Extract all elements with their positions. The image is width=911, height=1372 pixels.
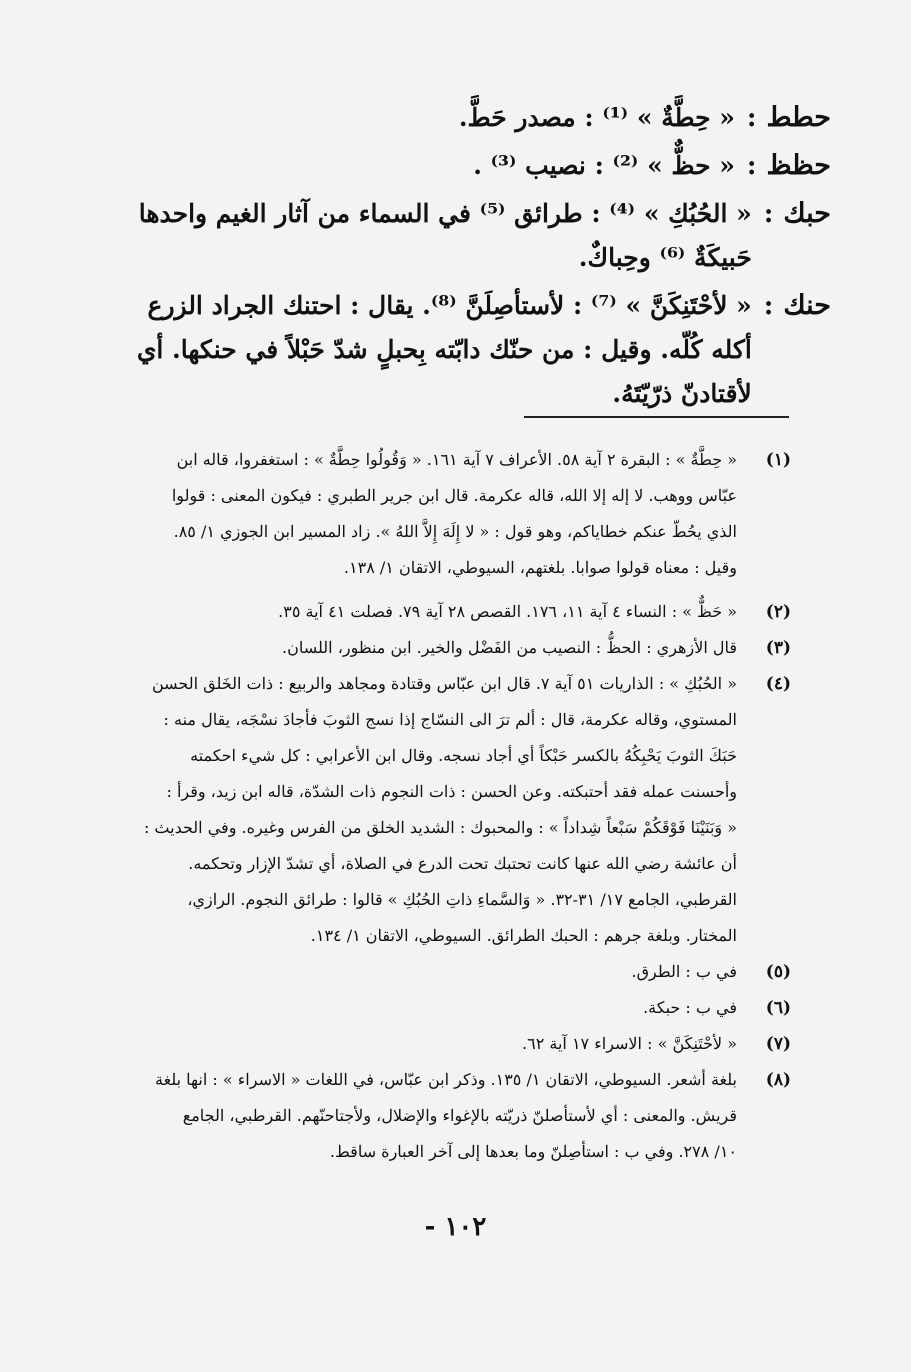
footnote-text: [96, 1026, 737, 1062]
footnote-1: [96, 442, 791, 586]
footnote-text: [96, 990, 737, 1026]
entry-definition: [121, 144, 735, 188]
definition-line: أكله كُلّه. وقيل : من حنّك دابّته بِحبلٍ شدّ حَبْلاً في حنكها. أي: [136, 335, 752, 364]
entry-colon: :: [763, 291, 774, 321]
footnote-number: (٨): [765, 1070, 791, 1090]
footnote-line: بلغة أشعر. السيوطي، الاتقان ١/ ١٣٥. وذكر ابن عبّاس، في اللغات « الاسراء » : انها بلغة: [155, 1070, 737, 1089]
entry-term: حبك: [783, 198, 831, 229]
footnote-4: [96, 666, 791, 954]
footnote-5: [96, 954, 791, 990]
definition-line: « حظٌّ » ⁽²⁾ : نصيب ⁽³⁾ .: [473, 151, 735, 180]
footnote-text: [96, 666, 737, 954]
footnote-line: الذي يحُطّ عنكم خطاياكم، وهو قول : « لا إِلَهَ إِلاَّ اللهُ ». زاد المسير ابن الجوزي ١/ ٨٥.: [173, 522, 737, 541]
footnote-7: [96, 1026, 791, 1062]
footnote-line: المختار. وبلغة جرهم : الحبك الطرائق. السيوطي، الاتقان ١/ ١٣٤.: [310, 926, 737, 945]
footnote-line: وقيل : معناه قولوا صوابا. بلغتهم، السيوطي، الاتقان ١/ ١٣٨.: [343, 558, 737, 577]
entry-hzz: [121, 144, 831, 188]
definition-line: « الحُبُكِ » ⁽⁴⁾ : طرائق ⁽⁵⁾ في السماء من آثار الغيم واحدها: [138, 199, 752, 228]
footnote-line: المستوي، وقاله عكرمة، قال : ألم ترَ الى النسّاج إذا نسج الثوبَ فأجادَ نسْجَه، يقال منه :: [163, 710, 737, 729]
footnotes: [96, 442, 791, 1170]
footnote-line: في ب : الطرق.: [631, 962, 737, 981]
definition-line: « حِطَّةٌ » ⁽¹⁾ : مصدر حَطَّ.: [458, 103, 735, 132]
footnote-line: حَبَكَ الثوبَ يَحْبِكُهُ بالكسر حَبْكاً أي أجاد نسجه. وقال ابن الأعرابي : كل شيء احكمته: [190, 746, 737, 765]
glossary-entries: [121, 96, 831, 420]
footnote-separator: [524, 416, 789, 418]
footnote-line: « وَبَنَيْنَا فَوْقَكُمْ سَبْعاً شِداداً » : والمحبوك : الشديد الخلق من الفرس وغيره. وفي الحديث :: [143, 818, 737, 837]
entry-colon: :: [763, 199, 774, 229]
footnote-text: [96, 594, 737, 630]
entry-colon: :: [746, 151, 757, 181]
definition-line: حَبيكَةٌ ⁽⁶⁾ وحِباكٌ.: [578, 243, 752, 272]
entry-definition: [121, 192, 752, 280]
footnote-line: قريش. والمعنى : أي لأستأصلنّ ذريّته بالإغواء والإضلال، ولأجتاحنّهم. القرطبي، الجامع: [182, 1106, 737, 1125]
entry-hnk: [121, 284, 831, 416]
footnote-2: [96, 594, 791, 630]
entry-definition: [121, 96, 735, 140]
footnote-text: [96, 954, 737, 990]
footnote-line: وأحسنت عمله فقد أحتبكته. وعن الحسن : ذات النجوم ذات الشدّة، قاله ابن زيد، وقرأ :: [166, 782, 737, 801]
footnote-text: [96, 630, 737, 666]
footnote-line: قال الأزهري : الحظُّ : النصيب من الفَضْل والخير. ابن منظور، اللسان.: [282, 638, 737, 657]
entry-htt: [121, 96, 831, 140]
footnote-number: (٢): [765, 602, 791, 622]
footnote-number: (٧): [765, 1034, 791, 1054]
footnote-text: [96, 442, 737, 586]
entry-term: حنك: [783, 290, 831, 321]
entry-term: حطط: [766, 102, 831, 133]
footnote-line: ١٠/ ٢٧٨. وفي ب : استأصِلنّ وما بعدها إلى آخر العبارة ساقط.: [329, 1142, 737, 1161]
footnote-line: في ب : حبكة.: [643, 998, 737, 1017]
entry-definition: [121, 284, 752, 416]
footnote-number: (٦): [765, 998, 791, 1018]
footnote-number: (٥): [765, 962, 791, 982]
entry-term: حظظ: [766, 150, 831, 181]
page-number: - ١٠٢: [424, 1212, 487, 1242]
footnote-line: عبّاس ووهب. لا إله إلا الله، قاله عكرمة. قال ابن جرير الطبري : فيكون المعنى : قولوا: [171, 486, 737, 505]
footnote-number: (٣): [765, 638, 791, 658]
footnote-line: « حَظٌّ » : النساء ٤ آية ١١، ١٧٦. القصص ٢٨ آية ٧٩. فصلت ٤١ آية ٣٥.: [278, 602, 737, 621]
definition-line: « لأحْتَنِكَنَّ » ⁽⁷⁾ : لأستأصِلَنَّ ⁽⁸⁾. يقال : احتنك الجراد الزرع: [147, 291, 752, 320]
footnote-line: القرطبي، الجامع ١٧/ ٣١-٣٢. « وَالسَّماءِ ذاتِ الحُبُكِ » قالوا : طرائق النجوم. الرازي،: [187, 890, 737, 909]
entry-colon: :: [746, 103, 757, 133]
footnote-line: أن عائشة رضي الله عنها كانت تحتبك تحت الدرع في الصلاة، أي تشدّ الإزار وتحكمه.: [188, 854, 737, 873]
footnote-8: [96, 1062, 791, 1170]
footnote-number: (٤): [765, 674, 791, 694]
entry-hbk: [121, 192, 831, 280]
footnote-number: (١): [765, 450, 791, 470]
footnote-line: « الحُبُكِ » : الذاريات ٥١ آية ٧. قال ابن عبّاس وقتادة ومجاهد والربيع : ذات الخَلق الحسن: [151, 674, 737, 693]
definition-line: لأقتادنّ ذرّيّتَهُ.: [612, 379, 752, 408]
footnote-6: [96, 990, 791, 1026]
footnote-line: « حِطَّةٌ » : البقرة ٢ آية ٥٨. الأعراف ٧ آية ١٦١. « وَقُولُوا حِطَّةٌ » : استغفروا، قاله ابن: [176, 450, 737, 469]
footnote-line: « لأحْتَنِكَنَّ » : الاسراء ١٧ آية ٦٢.: [522, 1034, 737, 1053]
footnote-3: [96, 630, 791, 666]
footnote-text: [96, 1062, 737, 1170]
